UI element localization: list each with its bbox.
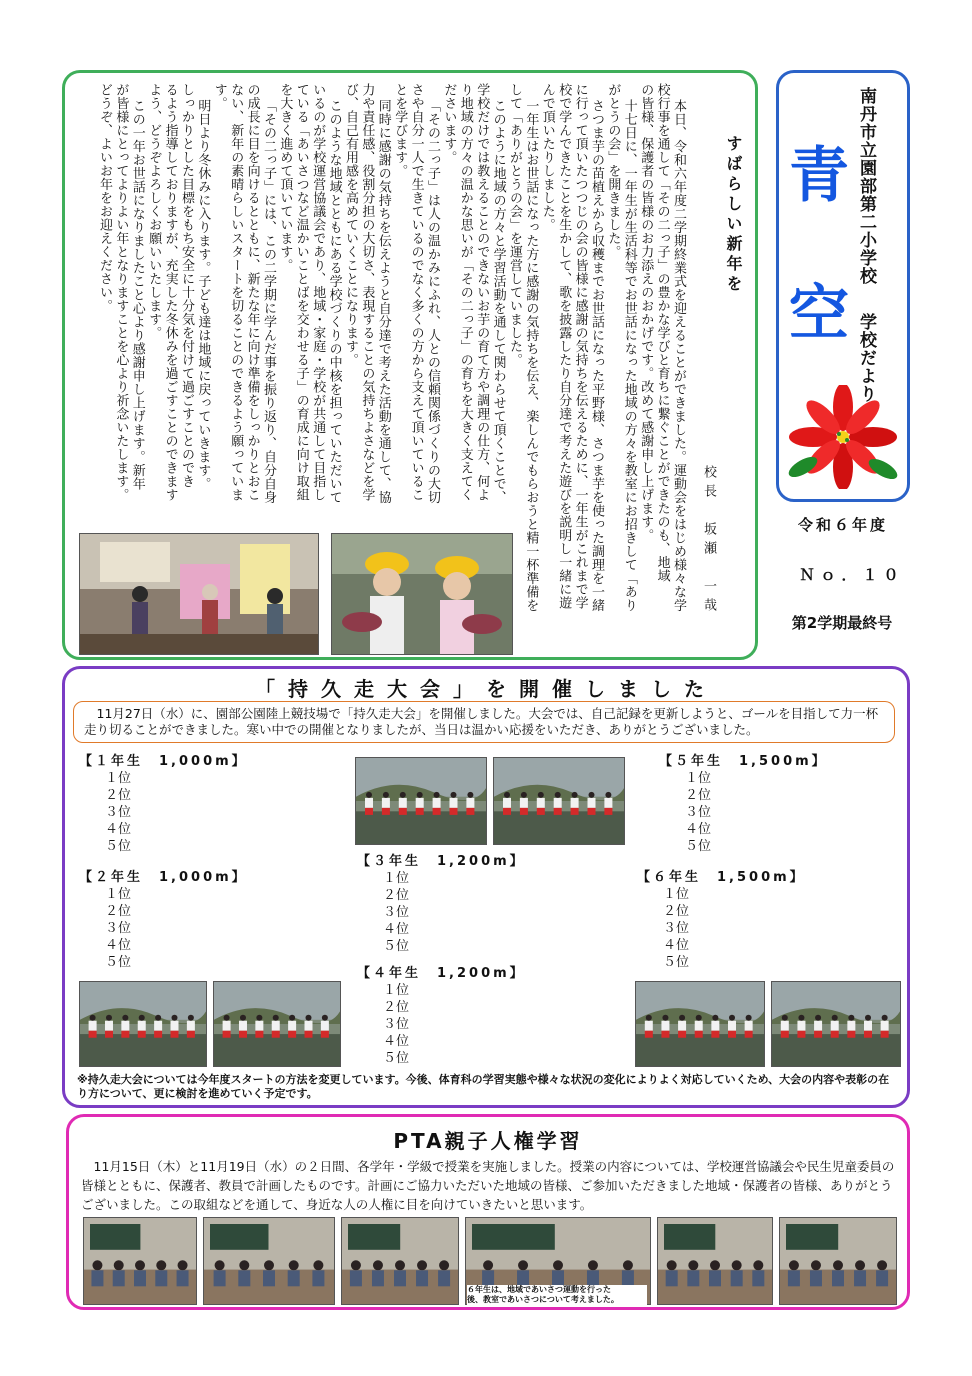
rank-label: ２位 bbox=[105, 788, 132, 803]
letter-column: を大きく進めて頂いています。 bbox=[277, 83, 293, 272]
title-char-ao: 青 bbox=[789, 141, 849, 211]
rank-label: １位 bbox=[105, 771, 132, 786]
grade-5-results bbox=[659, 753, 828, 855]
rank-label: ５位 bbox=[685, 839, 712, 854]
letter-column: このような地域とともにある学校づくりの中核を担っていただいて bbox=[326, 99, 342, 504]
rank-label: ３位 bbox=[383, 905, 410, 920]
photo-class-6 bbox=[779, 1217, 897, 1305]
grade-heading: 【６年生 1,500m】 bbox=[637, 870, 806, 885]
photo-race-finish bbox=[771, 981, 901, 1067]
rank-label: ３位 bbox=[105, 805, 132, 820]
grade-heading: 【１年生 1,000m】 bbox=[79, 754, 248, 769]
rank-label: １位 bbox=[383, 983, 410, 998]
rank-label: ３位 bbox=[685, 805, 712, 820]
rank-label: ２位 bbox=[383, 1000, 410, 1015]
letter-column: 同時に感謝の気持ちを伝えようと自分達で考えた活動を通して、協 bbox=[375, 99, 391, 504]
rank-label: ５位 bbox=[663, 955, 690, 970]
letter-column: ない、新年の素晴らしいスタートを切ることのできるよう願っていま bbox=[228, 83, 244, 502]
letter-column: 力や責任感、役割分担の大切さ、表現することの気持ちよさなどを学 bbox=[359, 83, 375, 502]
rank-label: １位 bbox=[383, 871, 410, 886]
letter-column: どうぞ、よいお年をお迎えください。 bbox=[97, 83, 112, 313]
photo-thank-you-event bbox=[79, 533, 319, 655]
marathon-section bbox=[62, 666, 910, 1108]
school-name: 南丹市立園部第二小学校 bbox=[856, 87, 876, 285]
grade-1-results bbox=[79, 753, 248, 855]
rank-label: ４位 bbox=[663, 938, 690, 953]
rank-label: ２位 bbox=[685, 788, 712, 803]
photo-caption-line: ６年生は、地域であいさつ運動を行った bbox=[467, 1285, 611, 1294]
rank-label: １位 bbox=[105, 887, 132, 902]
letter-column: が皆様にとってよりよい年となりますことを心より祈念いたします。 bbox=[113, 83, 129, 502]
rank-label: ５位 bbox=[105, 955, 132, 970]
letter-column: さつま芋の苗植えから収穫までお世話になった平野様、さつま芋を使った調理を一緒 bbox=[589, 99, 604, 612]
letter-column: 明日より冬休みに入ります。子ども達は地域に戻っていきます。 bbox=[195, 99, 211, 491]
photo-caption bbox=[467, 1285, 647, 1305]
title-char-sora: 空 bbox=[789, 279, 849, 349]
rank-label: ５位 bbox=[105, 839, 132, 854]
photo-class-2 bbox=[203, 1217, 335, 1305]
rank-label: ３位 bbox=[105, 921, 132, 936]
rank-label: ５位 bbox=[383, 939, 410, 954]
rank-label: ２位 bbox=[383, 888, 410, 903]
pta-title: PTA親子人権学習 bbox=[393, 1129, 583, 1153]
photo-race-track bbox=[79, 981, 207, 1067]
rank-label: ４位 bbox=[105, 822, 132, 837]
letter-column: さや自分一人で生きているのでなく多くの方から支えて頂いているこ bbox=[408, 83, 424, 502]
letter-column: この一年お世話になりましたこと心より感謝申し上げます。新年 bbox=[129, 99, 145, 491]
grade-heading: 【２年生 1,000m】 bbox=[79, 870, 248, 885]
letter-column: るよう指導しておりますが、充実した冬休みを過ごすことのできます bbox=[162, 83, 178, 502]
photo-class-5 bbox=[657, 1217, 773, 1305]
letter-column: このように地域の方々と学習活動を通して関わらせて頂くことで、 bbox=[490, 99, 506, 504]
letter-title: すばらしい新年を bbox=[724, 135, 743, 295]
letter-column: しっかりとした目標をもち安全に十分気を付けて過ごすことのでき bbox=[179, 83, 194, 488]
pta-section bbox=[66, 1114, 910, 1310]
rank-label: ４位 bbox=[383, 922, 410, 937]
grade-4-results bbox=[357, 965, 526, 1067]
rank-label: ５位 bbox=[383, 1051, 410, 1066]
letter-column: 十七日に、一年生が生活科等でお世話になった地域の方々を教室にお招きして「あり bbox=[621, 99, 637, 612]
letter-column: 「その二っ子」は人の温かみにふれ、人との信頼関係づくりの大切 bbox=[425, 99, 440, 504]
letter-column: いるのが学校運営協議会であり、地域・家庭・学校が共通して目指し bbox=[310, 83, 326, 502]
photo-class-1 bbox=[83, 1217, 197, 1305]
rank-label: ３位 bbox=[383, 1017, 410, 1032]
photo-caption-line: 後、教室であいさつについて考えました。 bbox=[467, 1295, 619, 1304]
letter-column: んで頂いたりしました。 bbox=[539, 83, 555, 232]
letter-column: して「ありがとうの会」を運営していました。 bbox=[507, 83, 522, 367]
rank-label: ４位 bbox=[383, 1034, 410, 1049]
rank-label: １位 bbox=[685, 771, 712, 786]
rank-label: ３位 bbox=[663, 921, 690, 936]
rank-label: ２位 bbox=[663, 904, 690, 919]
pta-body: 11月15日（木）と11月19日（水）の２日間、各学年・学級で授業を実施しました。授業の内容については、学校運営協議会や民生児童委員の皆様とともに、保護者、教員で計画したものです。計画にご協力いただいた地域の皆様、ご参加いただきました地域・保護者の皆様、ありがとうございました。この取組などを通して、身近な人の人権に目を向けていきたいと思います。 bbox=[81, 1159, 895, 1212]
poinsettia-icon bbox=[787, 385, 899, 493]
grade-heading: 【５年生 1,500m】 bbox=[659, 754, 828, 769]
photo-class-3 bbox=[341, 1217, 459, 1305]
grade-2-results bbox=[79, 869, 248, 971]
letter-column: す。 bbox=[211, 83, 227, 110]
letter-column: の成長に目を向けるとともに、新たな年に向け準備をしっかりとおこ bbox=[244, 83, 260, 502]
letter-column: に行って頂いたつつじの会の皆様に感謝の気持ちを伝えるために、一年生がこれまで学 bbox=[572, 83, 588, 610]
marathon-title: 「持久走大会」を開催しました bbox=[255, 677, 717, 701]
letter-column: とを学びます。 bbox=[392, 83, 408, 178]
marathon-intro: 11月27日（水）に、園部公園陸上競技場で「持久走大会」を開催しました。大会では、自己記録を更新しようと、ゴールを目指して力一杯走り切ることができました。寒い中での開催となりましたが、当日は温かい応援をいただき、ありがとうございました。 bbox=[73, 701, 895, 743]
issue-number: Ｎｏ．１０ bbox=[799, 566, 905, 584]
photo-sweet-potato-harvest bbox=[331, 533, 513, 655]
issue-label: 第2学期最終号 bbox=[791, 614, 893, 632]
photo-race-start bbox=[355, 757, 487, 845]
letter-column: の皆様、保護者の皆様のお力添えのおかげです。改めて感謝申し上げます。 bbox=[638, 83, 654, 542]
letter-column: 校行事を通して「その二っ子」の豊かな学びと育ちに繋ぐことができたのも、地域 bbox=[654, 83, 670, 583]
school-year: 令和６年度 bbox=[797, 516, 888, 534]
letter-author: 校長 坂瀬 一哉 bbox=[701, 465, 716, 617]
newsletter-kind: 学校だより bbox=[856, 313, 876, 403]
letter-column: 本日、令和六年度二学期終業式を迎えることができました。運動会をはじめ様々な学 bbox=[671, 99, 686, 612]
rank-label: ２位 bbox=[105, 904, 132, 919]
photo-race-runners bbox=[493, 757, 625, 845]
letter-column: よう、どうぞよろしくお願いいたします。 bbox=[146, 83, 162, 340]
letter-column: 学校だけでは教えることのできないお芋の育て方や調理の仕方、何よ bbox=[474, 83, 490, 502]
grade-heading: 【３年生 1,200m】 bbox=[357, 854, 526, 869]
letter-column: がとうの会」を開きました。 bbox=[605, 83, 621, 259]
grade-3-results bbox=[357, 853, 526, 955]
rank-label: ４位 bbox=[685, 822, 712, 837]
letter-column: ている「あいさつなど温かいことばを交わせる子」の育成に向け取組 bbox=[293, 83, 309, 502]
rank-label: １位 bbox=[663, 887, 690, 902]
letter-column: 一年生はお世話になった方に感謝の気持ちを伝え、楽しんでもらおうと精一杯準備を bbox=[523, 99, 539, 612]
rank-label: ４位 bbox=[105, 938, 132, 953]
marathon-note: ※持久走大会については今年度スタートの方法を変更しています。今後、体育科の学習実態や様々な状況の変化によりよく対応していくため、大会の内容や表彰の在り方について、更に検討を進めていく予定です。 bbox=[77, 1073, 890, 1100]
grade-6-results bbox=[637, 869, 806, 971]
principal-letter-box bbox=[62, 70, 758, 660]
letter-column: び、自己有用感を高めていくことになります。 bbox=[343, 83, 358, 367]
letter-column: り地域の方々の温かな思いが「その二っ子」の育ちを大きく支えてく bbox=[457, 83, 473, 502]
photo-race-field bbox=[635, 981, 765, 1067]
letter-column: ださいます。 bbox=[441, 83, 457, 164]
newsletter-masthead bbox=[776, 70, 910, 502]
photo-race-group bbox=[213, 981, 341, 1067]
letter-column: 校で学んできたことを生かして、歌を披露したり自分達で考えた遊びを説明し一緒に遊 bbox=[556, 83, 572, 610]
letter-column: 「その二っ子」には、この二学期に学んだ事を振り返り、自分自身 bbox=[261, 99, 276, 504]
grade-heading: 【４年生 1,200m】 bbox=[357, 966, 526, 981]
